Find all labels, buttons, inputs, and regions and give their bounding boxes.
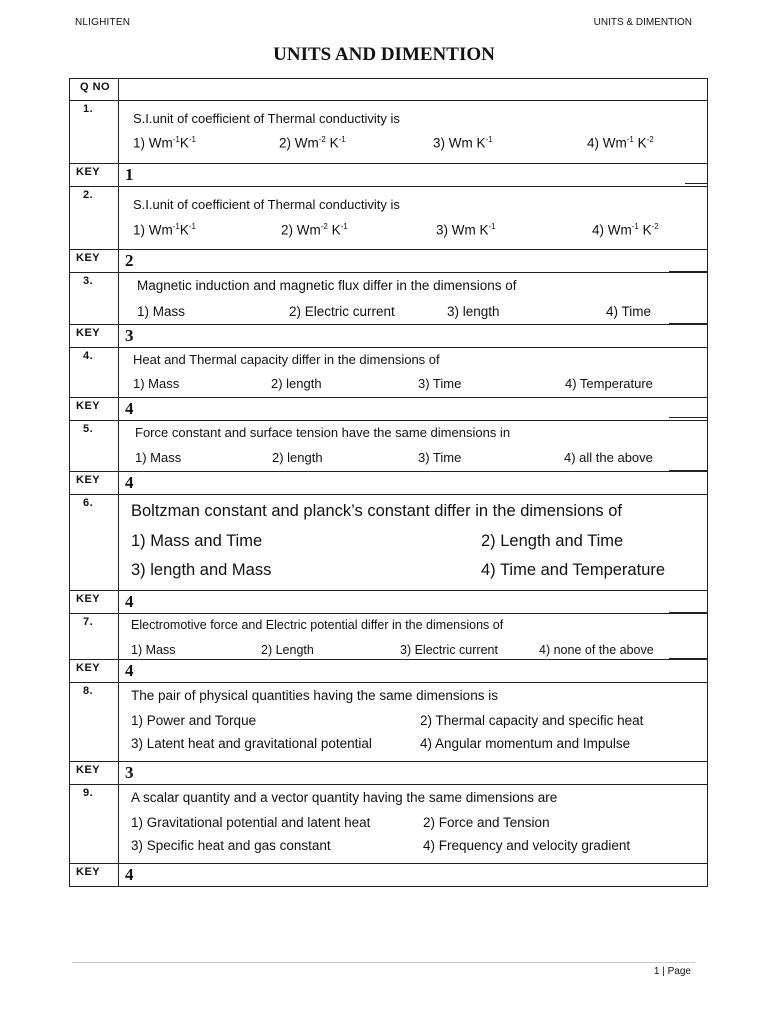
header-blank bbox=[119, 79, 708, 101]
option: 1) Mass bbox=[131, 643, 176, 657]
option: 4) $Wm^{-1}$ $K^{-2}$ bbox=[592, 222, 659, 238]
question-text: Magnetic induction and magnetic flux differ in the dimensions of bbox=[137, 278, 517, 293]
options-row bbox=[119, 532, 707, 551]
key-label: KEY bbox=[70, 864, 119, 887]
option: 4) all the above bbox=[564, 450, 653, 465]
question-number: 2. bbox=[70, 187, 119, 250]
key-label: KEY bbox=[70, 398, 119, 421]
option: 3) Wm $K^{-1}$ bbox=[433, 135, 493, 151]
option: 3) length and Mass bbox=[131, 561, 272, 579]
options-row bbox=[119, 561, 707, 580]
key-label: KEY bbox=[70, 762, 119, 785]
option: 2) Electric current bbox=[289, 304, 395, 319]
question-number: 1. bbox=[70, 101, 119, 164]
options-row bbox=[119, 815, 707, 830]
question-text: A scalar quantity and a vector quantity having the same dimensions are bbox=[131, 790, 558, 805]
options-row bbox=[119, 838, 707, 853]
option: 1) Power and Torque bbox=[131, 713, 257, 728]
key-label: KEY bbox=[70, 660, 119, 683]
option: 2) Thermal capacity and specific heat bbox=[420, 713, 644, 728]
option: 1) $Wm^{-1}K^{-1}$ bbox=[133, 222, 197, 238]
options-row bbox=[119, 736, 707, 751]
option: 3) Specific heat and gas constant bbox=[131, 838, 331, 853]
answer-key: 4 bbox=[119, 591, 708, 614]
question-cell bbox=[119, 273, 708, 325]
question-text: Force constant and surface tension have the same dimensions in bbox=[135, 425, 511, 440]
answer-key: 4 bbox=[119, 864, 708, 887]
options-row bbox=[119, 643, 707, 657]
option: 2) Force and Tension bbox=[423, 815, 550, 830]
answer-key: 3 bbox=[119, 762, 708, 785]
answer-key: 2 bbox=[119, 250, 708, 273]
option: 1) Mass and Time bbox=[131, 532, 263, 550]
question-cell bbox=[119, 421, 708, 472]
option: 3) length bbox=[447, 304, 500, 319]
question-number: 4. bbox=[70, 348, 119, 398]
answer-key: 1 bbox=[119, 164, 708, 187]
key-label: KEY bbox=[70, 164, 119, 187]
header-right: UNITS & DIMENTION bbox=[593, 17, 692, 28]
question-text: S.I.unit of coefficient of Thermal conductivity is bbox=[133, 111, 400, 126]
question-cell bbox=[119, 495, 708, 591]
option: 1) Gravitational potential and latent heat bbox=[131, 815, 371, 830]
option: 1) Mass bbox=[135, 450, 182, 465]
option: 3) Latent heat and gravitational potential bbox=[131, 736, 372, 751]
header-left: NLIGHITEN bbox=[75, 17, 131, 28]
options-row bbox=[119, 222, 707, 238]
answer-key: 4 bbox=[119, 660, 708, 683]
question-cell bbox=[119, 187, 708, 250]
option: 1) Mass bbox=[137, 304, 186, 319]
option: 4) Temperature bbox=[565, 376, 653, 391]
question-number: 5. bbox=[70, 421, 119, 472]
answer-key: 4 bbox=[119, 472, 708, 495]
question-text: Electromotive force and Electric potential differ in the dimensions of bbox=[131, 618, 504, 632]
option: 4) Frequency and velocity gradient bbox=[423, 838, 631, 853]
answer-key: 3 bbox=[119, 325, 708, 348]
question-cell bbox=[119, 683, 708, 762]
key-label: KEY bbox=[70, 591, 119, 614]
option: 4) Time and Temperature bbox=[481, 561, 666, 579]
option: 2) $Wm^{-2}$ $K^{-1}$ bbox=[279, 135, 346, 151]
key-label: KEY bbox=[70, 325, 119, 348]
question-text: Boltzman constant and planck’s constant differ in the dimensions of bbox=[131, 502, 623, 520]
option: 2) Length bbox=[261, 643, 314, 657]
options-row bbox=[119, 713, 707, 728]
option: 1) $Wm^{-1}K^{-1}$ bbox=[133, 135, 197, 151]
key-label: KEY bbox=[70, 250, 119, 273]
option: 4) none of the above bbox=[539, 643, 654, 657]
page-number: 1 | Page bbox=[653, 966, 691, 977]
question-number: 9. bbox=[70, 785, 119, 864]
question-text: Heat and Thermal capacity differ in the dimensions of bbox=[133, 352, 440, 367]
option: 4) Time bbox=[606, 304, 652, 319]
option: 4) $Wm^{-1}$ $K^{-2}$ bbox=[587, 135, 654, 151]
options-row bbox=[119, 135, 707, 151]
question-number: 6. bbox=[70, 495, 119, 591]
question-number: 7. bbox=[70, 614, 119, 660]
option: 3) Time bbox=[418, 450, 462, 465]
question-text: S.I.unit of coefficient of Thermal conductivity is bbox=[133, 197, 400, 212]
question-cell bbox=[119, 101, 708, 164]
option: 3) Time bbox=[418, 376, 462, 391]
option: 3) Wm $K^{-1}$ bbox=[436, 222, 496, 238]
option: 2) Length and Time bbox=[481, 532, 624, 550]
question-cell bbox=[119, 614, 708, 660]
options-row bbox=[119, 450, 707, 465]
page-title: UNITS AND DIMENTION bbox=[273, 44, 495, 65]
option: 2) length bbox=[271, 376, 322, 391]
options-row bbox=[119, 304, 707, 319]
answer-key: 4 bbox=[119, 398, 708, 421]
question-text: The pair of physical quantities having the same dimensions is bbox=[131, 688, 498, 703]
option: 1) Mass bbox=[133, 376, 180, 391]
option: 3) Electric current bbox=[400, 643, 498, 657]
option: 2) length bbox=[272, 450, 323, 465]
question-number: 8. bbox=[70, 683, 119, 762]
options-row bbox=[119, 376, 707, 391]
key-label: KEY bbox=[70, 472, 119, 495]
question-number: 3. bbox=[70, 273, 119, 325]
qno-header: Q NO bbox=[70, 79, 119, 101]
footer-divider bbox=[72, 962, 695, 963]
question-cell bbox=[119, 785, 708, 864]
option: 2) $Wm^{-2}$ $K^{-1}$ bbox=[281, 222, 348, 238]
questions-table bbox=[69, 78, 708, 887]
option: 4) Angular momentum and Impulse bbox=[420, 736, 631, 751]
question-cell bbox=[119, 348, 708, 398]
